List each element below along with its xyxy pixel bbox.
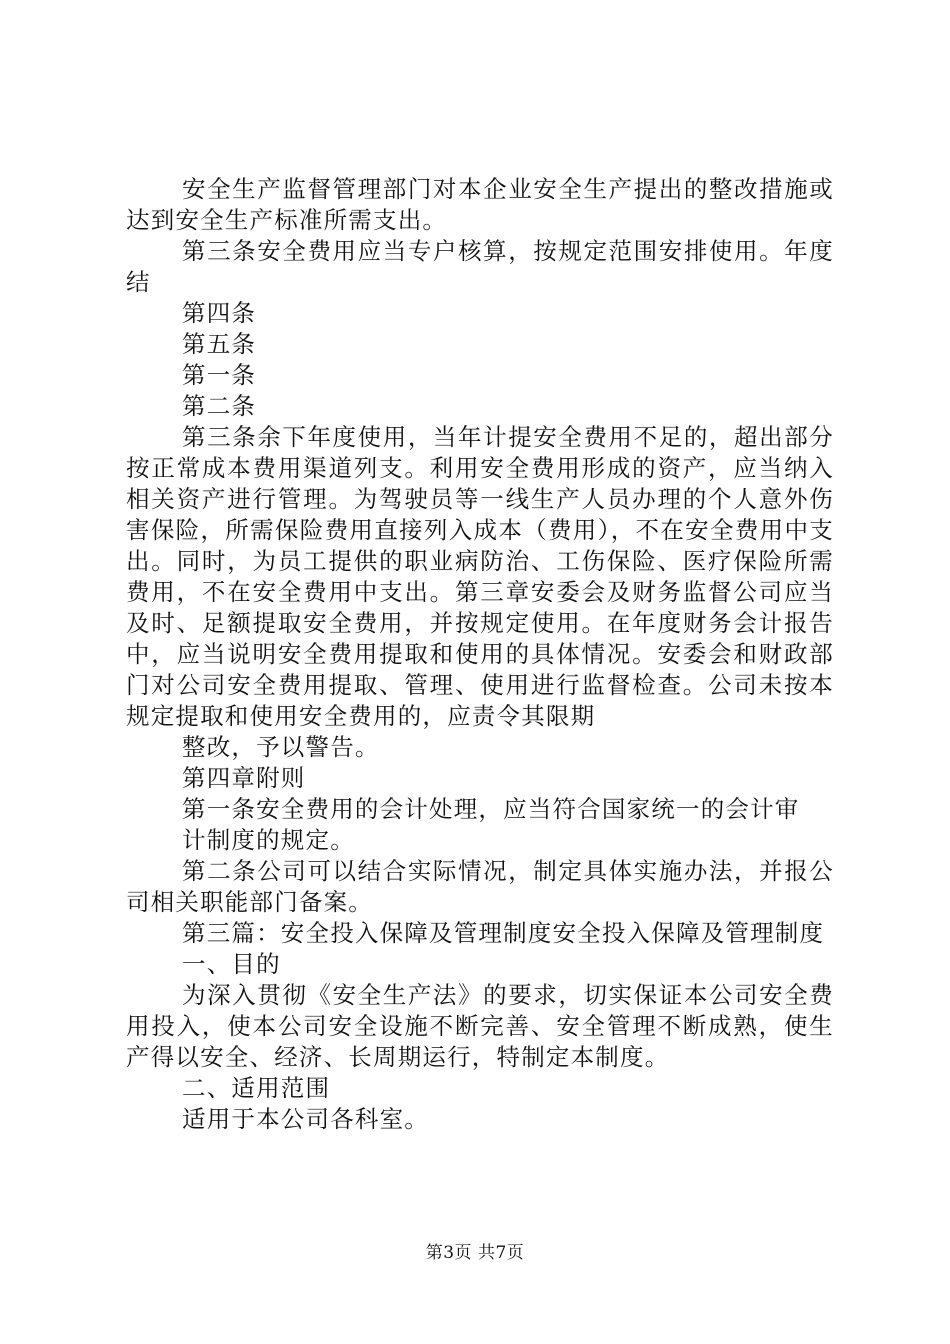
- paragraph-4: 第五条: [182, 330, 257, 358]
- paragraph-8: 整改，予以警告。: [182, 733, 380, 761]
- document-body: [126, 174, 834, 1135]
- paragraph-12: 第二条公司可以结合实际情况，制定具体实施办法，并报公司相关职能部门备案。: [126, 857, 834, 916]
- paragraph-5: 第一条: [182, 361, 257, 389]
- paragraph-9: 第四章附则: [182, 764, 306, 792]
- paragraph-2: 第三条安全费用应当专户核算，按规定范围安排使用。年度结: [126, 237, 834, 296]
- paragraph-7: 第三条余下年度使用，当年计提安全费用不足的，超出部分按正常成本费用渠道列支。利用安全费用形成的资产，应当纳入相关资产进行管理。为驾驶员等一线生产人员办理的个人意外伤害保险，所需保险费用直接列入成本（费用），不在安全费用中支出。同时，为员工提供的职业病防治、工伤保险、医疗保险所需费用，不在安全费用中支出。第三章安委会及财务监督公司应当及时、足额提取安全费用，并按规定使用。在年度财务会计报告中，应当说明安全费用提取和使用的具体情况。安委会和财政部门对公司安全费用提取、管理、使用进行监督检查。公司未按本规定提取和使用安全费用的，应责令其限期: [126, 423, 834, 730]
- paragraph-14: 一、目的: [182, 950, 281, 978]
- page-number-label: 第3页 共7页: [425, 1243, 525, 1263]
- paragraph-13: 第三篇：安全投入保障及管理制度安全投入保障及管理制度: [182, 919, 825, 947]
- paragraph-10: 第一条安全费用的会计处理，应当符合国家统一的会计审: [182, 795, 800, 823]
- paragraph-11: 计制度的规定。: [182, 826, 355, 854]
- page-footer: [0, 1242, 950, 1264]
- paragraph-1: 安全生产监督管理部门对本企业安全生产提出的整改措施或达到安全生产标准所需支出。: [126, 175, 834, 234]
- paragraph-17: 适用于本公司各科室。: [182, 1105, 429, 1133]
- paragraph-15: 为深入贯彻《安全生产法》的要求，切实保证本公司安全费用投入，使本公司安全设施不断完善、安全管理不断成熟，使生产得以安全、经济、长周期运行，特制定本制度。: [126, 981, 834, 1071]
- paragraph-3: 第四条: [182, 299, 257, 327]
- paragraph-16: 二、适用范围: [182, 1074, 331, 1102]
- paragraph-6: 第二条: [182, 392, 257, 420]
